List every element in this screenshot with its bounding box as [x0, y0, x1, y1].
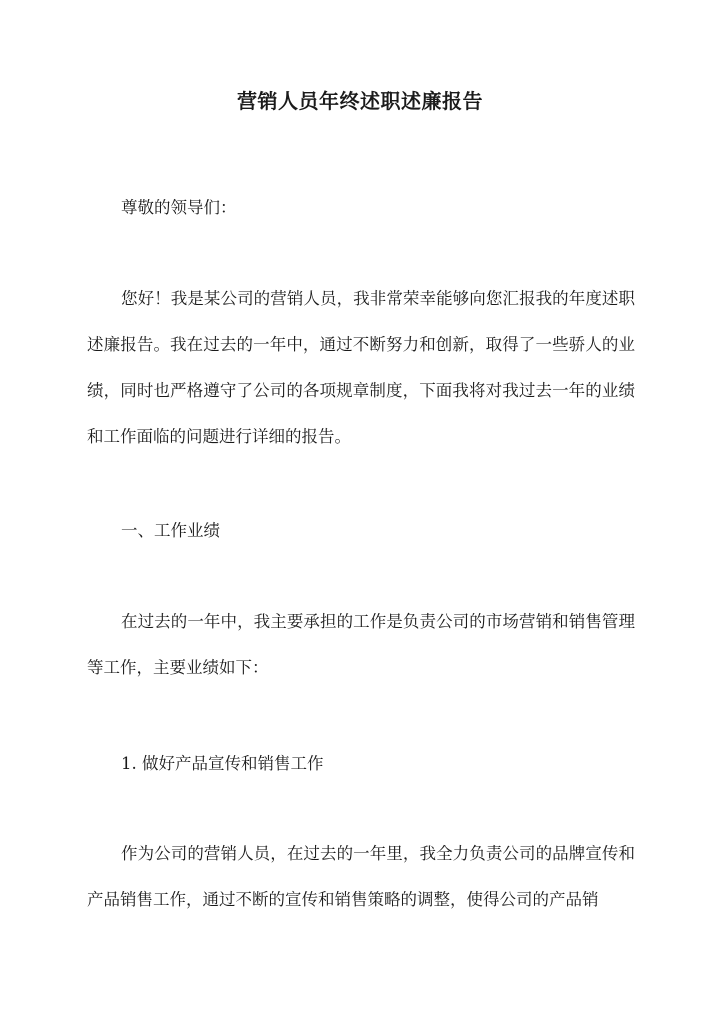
achievement-intro-paragraph: 在过去的一年中，我主要承担的工作是负责公司的市场营销和销售管理等工作，主要业绩如下： [87, 612, 635, 677]
body-paragraph: 作为公司的营销人员，在过去的一年里，我全力负责公司的品牌宣传和产品销售工作，通过不断的宣传和销售策略的调整，使得公司的产品销 [87, 844, 635, 909]
subheading: 1. 做好产品宣传和销售工作 [121, 754, 324, 773]
section-heading: 一、工作业绩 [121, 521, 220, 540]
intro-paragraph: 您好！我是某公司的营销人员，我非常荣幸能够向您汇报我的年度述职述廉报告。我在过去的一年中，通过不断努力和创新，取得了一些骄人的业绩，同时也严格遵守了公司的各项规章制度，下面我将对我过去一年的业绩和工作面临的问题进行详细的报告。 [87, 289, 635, 446]
document-title: 营销人员年终述职述廉报告 [237, 89, 483, 113]
salutation: 尊敬的领导们： [121, 198, 237, 217]
